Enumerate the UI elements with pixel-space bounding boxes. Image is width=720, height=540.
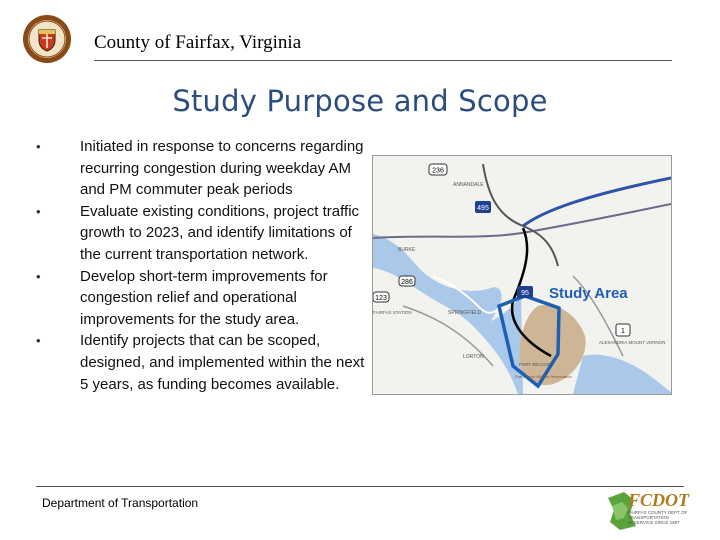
place-label: FORT BELVOIR xyxy=(519,362,552,367)
place-label: BURKE xyxy=(398,247,416,253)
map-graphic xyxy=(373,156,671,394)
bullet-dot-icon: • xyxy=(36,139,41,154)
logo-subtext: FAIRFAX COUNTY DEPT OF TRANSPORTATION IN SERVICE SINCE 1987 xyxy=(628,510,688,525)
footer-divider xyxy=(36,486,684,487)
place-label: ALEXANDRIA MOUNT VERNON xyxy=(599,340,666,345)
shield-label: 95 xyxy=(521,290,529,297)
bullet-item xyxy=(36,136,366,201)
bullet-text: Develop short-term improvements for congestion relief and operational improvements for the study area. xyxy=(80,267,328,328)
shield-label: 1 xyxy=(621,328,625,335)
bullet-text: Evaluate existing conditions, project traffic growth to 2023, and identify limitations of the current transportation network. xyxy=(80,202,360,263)
header-divider xyxy=(94,60,672,61)
shield-label: 236 xyxy=(432,167,444,175)
bullet-dot-icon: • xyxy=(36,203,41,219)
organization-name: County of Fairfax, Virginia xyxy=(94,32,302,53)
place-label: Fort Belvoir Military Reservation xyxy=(515,374,572,379)
slide-title: Study Purpose and Scope xyxy=(172,84,548,118)
bullet-text: Identify projects that can be scoped, designed, and implemented within the next 5 years, as funding becomes available. xyxy=(80,332,365,393)
place-label: SPRINGFIELD xyxy=(448,310,482,316)
bullet-item xyxy=(36,201,366,266)
bullet-dot-icon: • xyxy=(36,268,41,284)
bullet-list xyxy=(36,136,366,395)
bullet-item xyxy=(36,330,366,395)
place-label: FAIRFAX STATION xyxy=(373,310,412,315)
bullet-dot-icon: • xyxy=(36,333,41,349)
place-label: LORTON xyxy=(463,354,484,360)
logo-wordmark: FCDOT xyxy=(628,490,690,510)
bullet-text: Initiated in response to concerns regarding recurring congestion during weekday AM and PM commuter peak periods xyxy=(80,138,364,199)
place-label: ANNANDALE xyxy=(453,182,484,188)
shield-label: 495 xyxy=(477,205,489,212)
county-seal-icon xyxy=(22,14,72,64)
shield-label: 123 xyxy=(375,295,387,302)
shield-label: 286 xyxy=(401,279,413,286)
study-area-map xyxy=(372,155,672,395)
study-area-label: Study Area xyxy=(549,285,628,302)
department-name: Department of Transportation xyxy=(42,496,199,510)
bullet-item xyxy=(36,266,366,331)
